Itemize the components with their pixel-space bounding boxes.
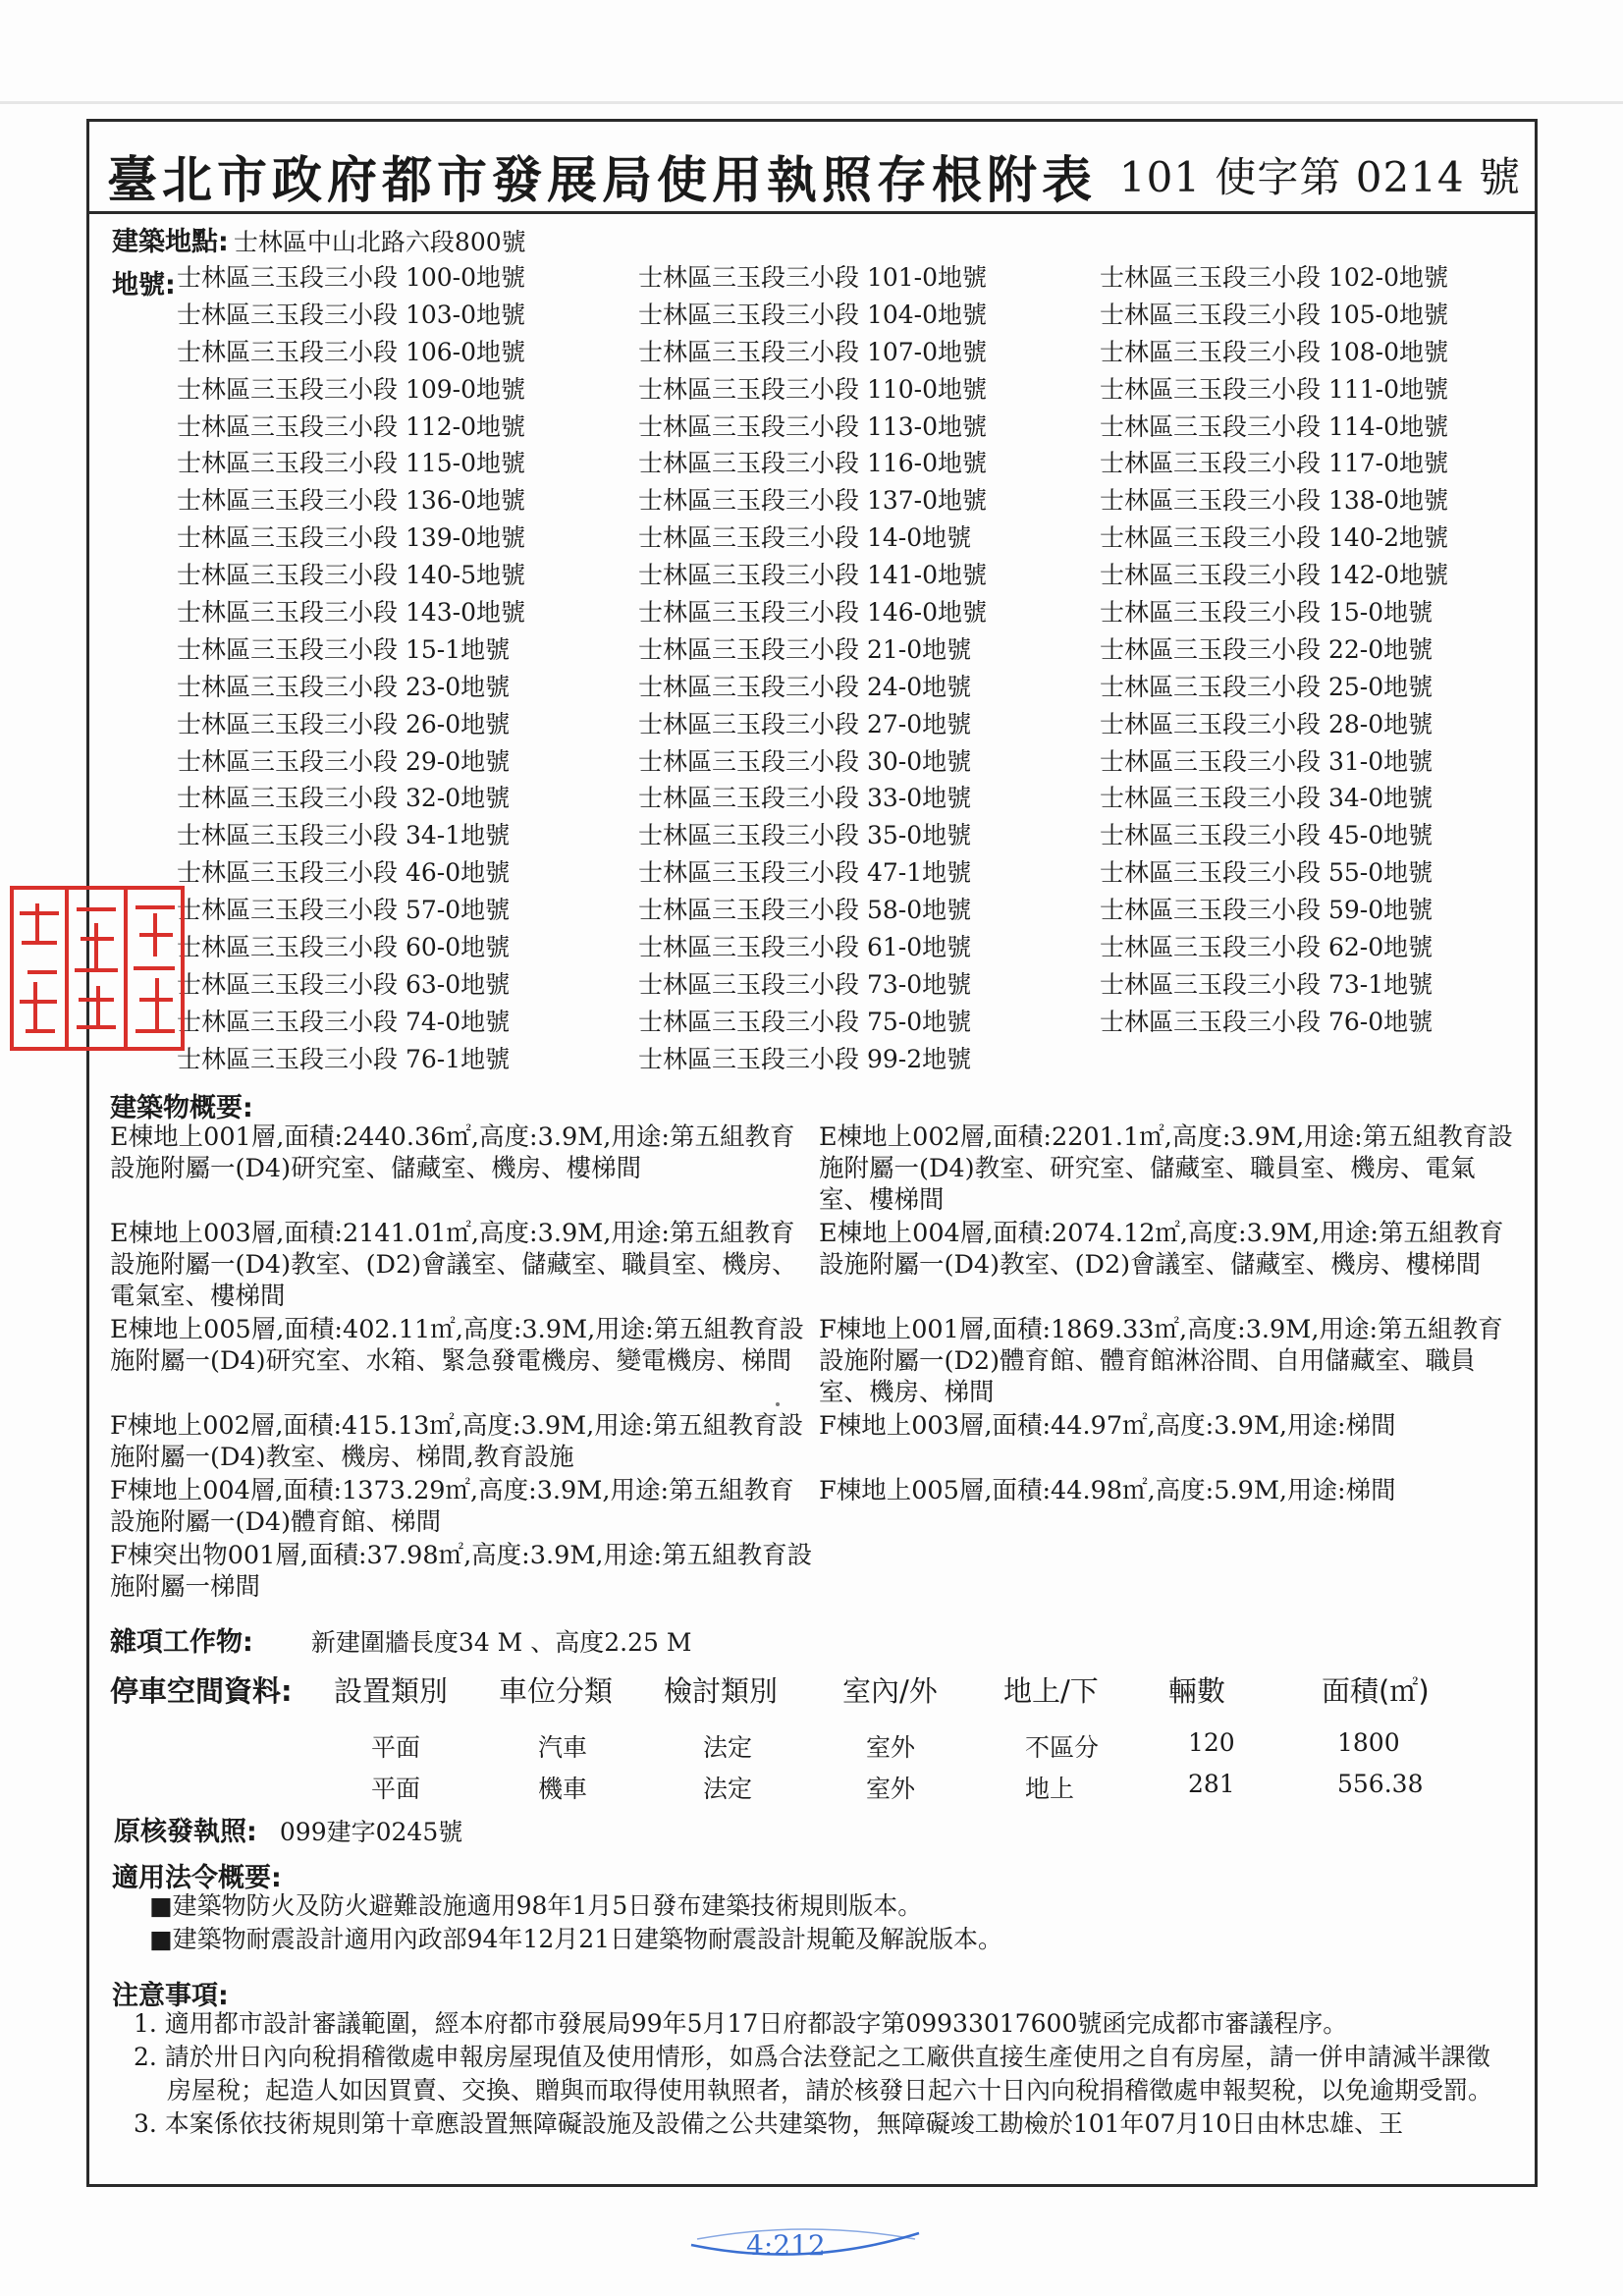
building-entry xyxy=(819,1540,1522,1605)
lot-item: 士林區三玉段三小段 102-0地號 xyxy=(1100,263,1449,292)
lot-item: 士林區三玉段三小段 75-0地號 xyxy=(638,1007,972,1036)
lot-item: 士林區三玉段三小段 73-0地號 xyxy=(638,969,972,999)
official-seal xyxy=(8,884,187,1053)
lot-item: 士林區三玉段三小段 34-0地號 xyxy=(1100,784,1434,813)
title-bar xyxy=(89,122,1535,214)
lot-item: 士林區三玉段三小段 46-0地號 xyxy=(177,858,511,888)
lot-item: 士林區三玉段三小段 57-0地號 xyxy=(177,896,511,925)
lot-item: 士林區三玉段三小段 22-0地號 xyxy=(1100,634,1434,664)
lot-item: 士林區三玉段三小段 58-0地號 xyxy=(638,896,972,925)
lot-item: 士林區三玉段三小段 106-0地號 xyxy=(177,337,526,366)
lot-item: 士林區三玉段三小段 47-1地號 xyxy=(638,858,972,888)
note-item: 2. 請於卅日內向稅捐稽徵處申報房屋現值及使用情形，如爲合法登記之工廠供直接生產使用之自有房屋，請一併申請減半課徵房屋稅；起造人如因買賣、交換、贈與而取得使用執照者，請於核發日起六十日內向稅捐稽徵處申報契稅，以免逾期受罰。 xyxy=(134,2043,1493,2105)
parking-cell: 機車 xyxy=(538,1775,588,1803)
parking-cell: 平面 xyxy=(371,1733,421,1762)
building-entry: E棟地上004層,面積:2074.12㎡,高度:3.9M,用途:第五組教育設施附屬一(D4)教室、(D2)會議室、儲藏室、機房、樓梯間 xyxy=(819,1219,1504,1280)
lot-item: 士林區三玉段三小段 14-0地號 xyxy=(638,523,972,553)
parking-cell: 地上 xyxy=(1025,1775,1075,1803)
lot-item: 士林區三玉段三小段 25-0地號 xyxy=(1100,672,1434,701)
building-entry: F棟突出物001層,面積:37.98㎡,高度:3.9M,用途:第五組教育設施附屬一梯間 xyxy=(110,1541,813,1602)
parking-header-cell: 輛數 xyxy=(1168,1674,1226,1708)
misc-value: 新建圍牆長度34 M 、高度2.25 M xyxy=(310,1628,692,1657)
building-entry: F棟地上002層,面積:415.13㎡,高度:3.9M,用途:第五組教育設施附屬一(D4)教室、機房、梯間,教育設施 xyxy=(110,1411,803,1472)
lot-item: 士林區三玉段三小段 116-0地號 xyxy=(638,449,988,478)
lot-item: 士林區三玉段三小段 138-0地號 xyxy=(1100,486,1449,516)
regulations-list xyxy=(149,1889,1002,1956)
lot-item: 士林區三玉段三小段 76-0地號 xyxy=(1100,1007,1434,1036)
note-item: 1. 適用都市設計審議範圍，經本府都市發展局99年5月17日府都設字第09933017600號函完成都市審議程序。 xyxy=(134,2009,1348,2038)
lot-item: 士林區三玉段三小段 142-0地號 xyxy=(1100,561,1449,590)
site-address: 士林區中山北路六段800號 xyxy=(233,228,526,256)
lot-item: 士林區三玉段三小段 32-0地號 xyxy=(177,784,511,813)
lot-item: 士林區三玉段三小段 55-0地號 xyxy=(1100,858,1434,888)
lot-item: 士林區三玉段三小段 34-1地號 xyxy=(177,821,511,850)
lot-item: 士林區三玉段三小段 62-0地號 xyxy=(1100,933,1434,962)
lot-item: 士林區三玉段三小段 105-0地號 xyxy=(1100,300,1449,329)
parking-header-cell: 地上/下 xyxy=(1003,1674,1099,1708)
lot-item: 士林區三玉段三小段 117-0地號 xyxy=(1100,449,1449,478)
lot-item: 士林區三玉段三小段 141-0地號 xyxy=(638,561,988,590)
building-entry: E棟地上003層,面積:2141.01㎡,高度:3.9M,用途:第五組教育設施附屬一(D4)教室、(D2)會議室、儲藏室、職員室、機房、電氣室、樓梯間 xyxy=(110,1219,797,1311)
parking-cell: 室外 xyxy=(866,1775,916,1803)
lot-item: 士林區三玉段三小段 137-0地號 xyxy=(638,486,988,516)
lot-item: 士林區三玉段三小段 139-0地號 xyxy=(177,523,526,553)
lot-item: 士林區三玉段三小段 115-0地號 xyxy=(177,449,526,478)
parking-header-cell: 室內/外 xyxy=(842,1674,938,1708)
lot-item xyxy=(1100,1041,1512,1078)
original-permit-label: 原核發執照: xyxy=(114,1817,257,1847)
building-entry: F棟地上001層,面積:1869.33㎡,高度:3.9M,用途:第五組教育設施附屬一(D2)體育館、體育館淋浴間、自用儲藏室、職員室、機房、梯間 xyxy=(819,1315,1503,1407)
lot-item: 士林區三玉段三小段 73-1地號 xyxy=(1100,969,1434,999)
parking-label xyxy=(110,1669,293,1710)
lot-item: 士林區三玉段三小段 104-0地號 xyxy=(638,300,988,329)
building-entry: F棟地上004層,面積:1373.29㎡,高度:3.9M,用途:第五組教育設施附屬一(D4)體育館、梯間 xyxy=(110,1476,794,1537)
lot-item: 士林區三玉段三小段 23-0地號 xyxy=(177,672,511,701)
lot-item: 士林區三玉段三小段 101-0地號 xyxy=(638,263,988,292)
lot-item: 士林區三玉段三小段 112-0地號 xyxy=(177,411,526,441)
parking-cell: 汽車 xyxy=(538,1733,588,1762)
parking-cell: 120 xyxy=(1188,1728,1235,1757)
lot-item: 士林區三玉段三小段 113-0地號 xyxy=(638,411,988,441)
regulation-item: ■建築物防火及防火避難設施適用98年1月5日發布建築技術規則版本。 xyxy=(149,1891,923,1920)
lots-label: 地號: xyxy=(112,270,176,301)
buildings-label: 建築物概要: xyxy=(110,1093,253,1123)
lot-item: 士林區三玉段三小段 114-0地號 xyxy=(1100,411,1449,441)
note-item: 3. 本案係依技術規則第十章應設置無障礙設施及設備之公共建築物，無障礙竣工勘檢於101年07月10日由林忠雄、王 xyxy=(134,2109,1404,2138)
lot-item: 士林區三玉段三小段 107-0地號 xyxy=(638,337,988,366)
original-permit-row xyxy=(114,1810,462,1848)
lot-item: 士林區三玉段三小段 59-0地號 xyxy=(1100,896,1434,925)
building-entry: E棟地上002層,面積:2201.1㎡,高度:3.9M,用途:第五組教育設施附屬一(D4)教室、研究室、儲藏室、職員室、機房、電氣室、樓梯間 xyxy=(819,1122,1513,1215)
lot-item: 士林區三玉段三小段 136-0地號 xyxy=(177,486,526,516)
page-stamp xyxy=(687,2225,923,2265)
scan-speck xyxy=(776,1402,780,1406)
regulation-item: ■建築物耐震設計適用內政部94年12月21日建築物耐震設計規範及解說版本。 xyxy=(149,1925,1003,1953)
lot-item: 士林區三玉段三小段 76-1地號 xyxy=(177,1044,511,1073)
regulations-label: 適用法令概要: xyxy=(112,1863,282,1893)
lot-item: 士林區三玉段三小段 35-0地號 xyxy=(638,821,972,850)
parking-header-cell: 設置類別 xyxy=(334,1674,449,1708)
document-number: 101 使字第 0214 號 xyxy=(1118,153,1521,201)
lot-item: 士林區三玉段三小段 15-1地號 xyxy=(177,634,511,664)
lot-item: 士林區三玉段三小段 15-0地號 xyxy=(1100,598,1434,628)
page-stamp-text: 4:212 xyxy=(746,2229,826,2262)
lot-item: 士林區三玉段三小段 30-0地號 xyxy=(638,746,972,776)
parking-cell: 平面 xyxy=(371,1775,421,1803)
lot-item: 士林區三玉段三小段 31-0地號 xyxy=(1100,746,1434,776)
original-permit-value: 099建字0245號 xyxy=(279,1818,463,1846)
building-entry: F棟地上003層,面積:44.97㎡,高度:3.9M,用途:梯間 xyxy=(819,1411,1396,1441)
lot-item: 士林區三玉段三小段 100-0地號 xyxy=(177,263,526,292)
parking-cell: 556.38 xyxy=(1337,1770,1424,1798)
lot-item: 士林區三玉段三小段 103-0地號 xyxy=(177,300,526,329)
lot-item: 士林區三玉段三小段 140-2地號 xyxy=(1100,523,1449,553)
parking-cell: 室外 xyxy=(866,1733,916,1762)
building-entry: E棟地上005層,面積:402.11㎡,高度:3.9M,用途:第五組教育設施附屬一(D4)研究室、水箱、緊急發電機房、變電機房、梯間 xyxy=(110,1315,804,1376)
lot-item: 士林區三玉段三小段 60-0地號 xyxy=(177,933,511,962)
parking-cell: 281 xyxy=(1188,1770,1235,1798)
lot-item: 士林區三玉段三小段 27-0地號 xyxy=(638,709,972,738)
parking-header-cell: 車位分類 xyxy=(499,1674,614,1708)
parking-cell: 不區分 xyxy=(1025,1733,1100,1762)
buildings-list xyxy=(110,1121,1524,1605)
lot-item: 士林區三玉段三小段 146-0地號 xyxy=(638,598,988,628)
lots-list xyxy=(177,259,1512,1078)
lot-item: 士林區三玉段三小段 21-0地號 xyxy=(638,634,972,664)
lot-item: 士林區三玉段三小段 110-0地號 xyxy=(638,374,988,404)
misc-label: 雜項工作物: xyxy=(110,1627,253,1658)
parking-cell: 法定 xyxy=(703,1733,753,1762)
parking-header-cell: 檢討類別 xyxy=(664,1674,779,1708)
building-entry: E棟地上001層,面積:2440.36㎡,高度:3.9M,用途:第五組教育設施附屬一(D4)研究室、儲藏室、機房、樓梯間 xyxy=(110,1122,795,1183)
lot-item: 士林區三玉段三小段 63-0地號 xyxy=(177,969,511,999)
lot-item: 士林區三玉段三小段 111-0地號 xyxy=(1100,374,1449,404)
lot-item: 士林區三玉段三小段 140-5地號 xyxy=(177,561,526,590)
lot-item: 士林區三玉段三小段 28-0地號 xyxy=(1100,709,1434,738)
scan-edge-line xyxy=(0,101,1623,104)
notes-list xyxy=(134,2007,1508,2141)
lot-item: 士林區三玉段三小段 99-2地號 xyxy=(638,1044,972,1073)
misc-row xyxy=(110,1620,691,1659)
lot-item: 士林區三玉段三小段 33-0地號 xyxy=(638,784,972,813)
document-title: 臺北市政府都市發展局使用執照存根附表 xyxy=(107,151,1098,210)
parking-label-text: 停車空間資料: xyxy=(110,1674,293,1708)
lot-item: 士林區三玉段三小段 108-0地號 xyxy=(1100,337,1449,366)
lot-item: 士林區三玉段三小段 29-0地號 xyxy=(177,746,511,776)
lot-item: 士林區三玉段三小段 24-0地號 xyxy=(638,672,972,701)
building-entry: F棟地上005層,面積:44.98㎡,高度:5.9M,用途:梯間 xyxy=(819,1476,1396,1505)
parking-cell: 法定 xyxy=(703,1775,753,1803)
lot-item: 士林區三玉段三小段 61-0地號 xyxy=(638,933,972,962)
lot-item: 士林區三玉段三小段 45-0地號 xyxy=(1100,821,1434,850)
site-label: 建築地點: xyxy=(112,227,229,257)
lot-item: 士林區三玉段三小段 74-0地號 xyxy=(177,1007,511,1036)
lot-item: 士林區三玉段三小段 109-0地號 xyxy=(177,374,526,404)
lot-item: 士林區三玉段三小段 26-0地號 xyxy=(177,709,511,738)
notes-label: 注意事項: xyxy=(112,1981,229,2011)
site-row xyxy=(112,220,526,258)
parking-cell: 1800 xyxy=(1337,1728,1400,1757)
parking-header-cell: 面積(㎡) xyxy=(1322,1674,1430,1708)
lot-item: 士林區三玉段三小段 143-0地號 xyxy=(177,598,526,628)
